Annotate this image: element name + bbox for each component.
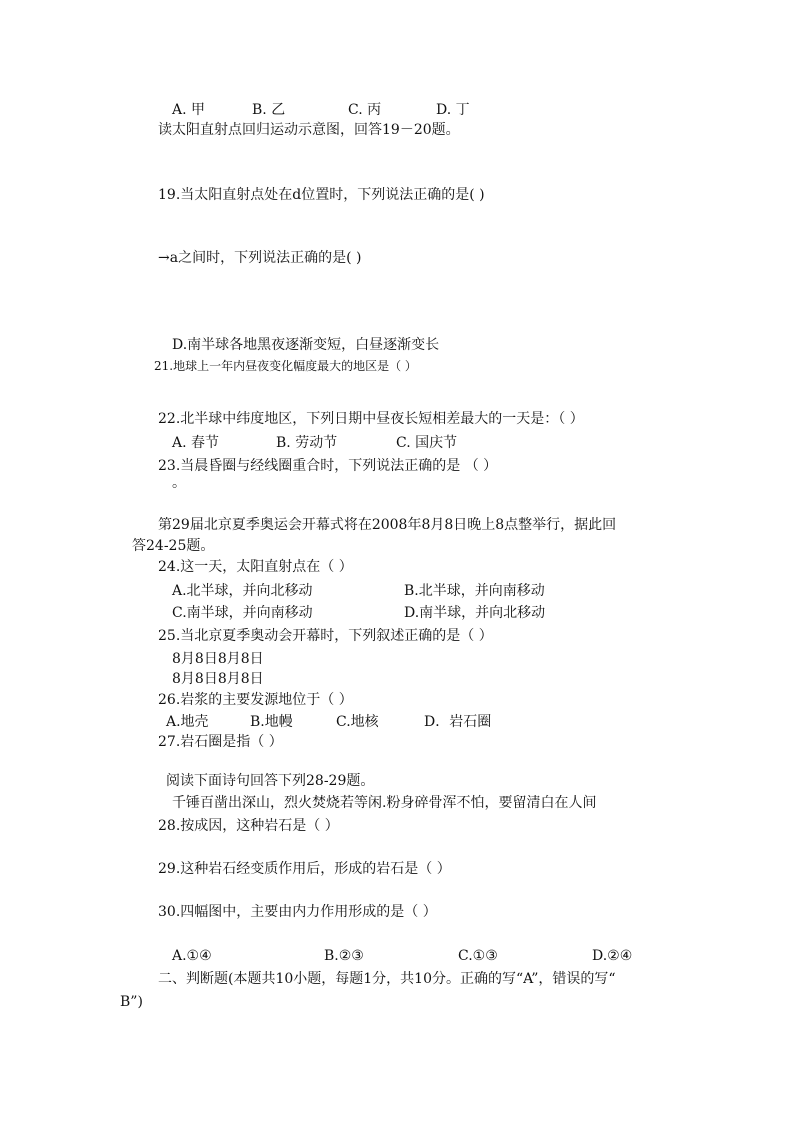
question-19: 19.当太阳直射点处在d位置时，下列说法正确的是( ) (158, 187, 485, 203)
question-23-tail: 。 (172, 475, 186, 491)
q26-option-d: D．岩石圈 (424, 714, 492, 730)
question-24: 24.这一天，太阳直射点在（ ） (158, 559, 353, 575)
q30-option-a: A.①④ (172, 948, 212, 964)
q26-option-c: C.地核 (336, 714, 379, 730)
q30-option-b: B.②③ (324, 948, 364, 964)
question-26: 26.岩浆的主要发源地位于（ ） (158, 692, 353, 708)
q22-option-c: C. 国庆节 (396, 435, 458, 451)
q24-option-c: C.南半球，并向南移动 (172, 605, 313, 621)
question-25: 25.当北京夏季奥动会开幕时，下列叙述正确的是（ ） (158, 628, 493, 644)
question-28: 28.按成因，这种岩石是（ ） (158, 818, 339, 834)
question-23: 23.当晨昏圈与经线圈重合时，下列说法正确的是 （ ） (158, 458, 498, 474)
question-21: 21.地球上一年内昼夜变化幅度最大的地区是（ ） (154, 359, 417, 373)
question-29: 29.这种岩石经变质作用后，形成的岩石是（ ） (158, 861, 451, 877)
poem: 千锤百凿出深山，烈火焚烧若等闲.粉身碎骨浑不怕，要留清白在人间 (172, 795, 597, 811)
question-25-line2: 8月8日8月8日 (172, 671, 264, 687)
question-30: 30.四幅图中，主要由内力作用形成的是（ ） (158, 904, 437, 920)
q30-option-d: D.②④ (592, 948, 633, 964)
q18-option-d: D. 丁 (436, 102, 470, 118)
q24-option-a: A.北半球，并向北移动 (172, 583, 313, 599)
q22-option-a: A. 春节 (172, 435, 220, 451)
q18-option-c: C. 丙 (348, 102, 382, 118)
question-25-line1: 8月8日8月8日 (172, 651, 264, 667)
q24-option-b: B.北半球，并向南移动 (404, 583, 545, 599)
q26-option-a: A.地壳 (166, 714, 209, 730)
intro-19-20: 读太阳直射点回归运动示意图，回答19－20题。 (158, 122, 460, 138)
intro-28-29: 阅读下面诗句回答下列28-29题。 (166, 773, 375, 789)
question-20-fragment: →a之间时，下列说法正确的是( ) (158, 250, 362, 266)
q18-option-a: A. 甲 (172, 102, 206, 118)
section-2-heading-line2: B”) (120, 994, 143, 1010)
q30-option-c: C.①③ (458, 948, 498, 964)
q22-option-b: B. 劳动节 (276, 435, 338, 451)
q26-option-b: B.地幔 (250, 714, 293, 730)
question-22: 22.北半球中纬度地区，下列日期中昼夜长短相差最大的一天是：（ ） (158, 411, 584, 427)
intro-24-25-line1: 第29届北京夏季奥运会开幕式将在2008年8月8日晚上8点整举行，据此回 (158, 517, 617, 533)
q18-option-b: B. 乙 (252, 102, 286, 118)
question-20-option-d: D.南半球各地黑夜逐渐变短，白昼逐渐变长 (172, 337, 440, 353)
section-2-heading-line1: 二、判断题(本题共10小题，每题1分，共10分。正确的写“A”，错误的写“ (158, 971, 616, 987)
q24-option-d: D.南半球，并向北移动 (404, 605, 546, 621)
intro-24-25-line2: 答24-25题。 (132, 538, 215, 554)
question-27: 27.岩石圈是指（ ） (158, 734, 283, 750)
